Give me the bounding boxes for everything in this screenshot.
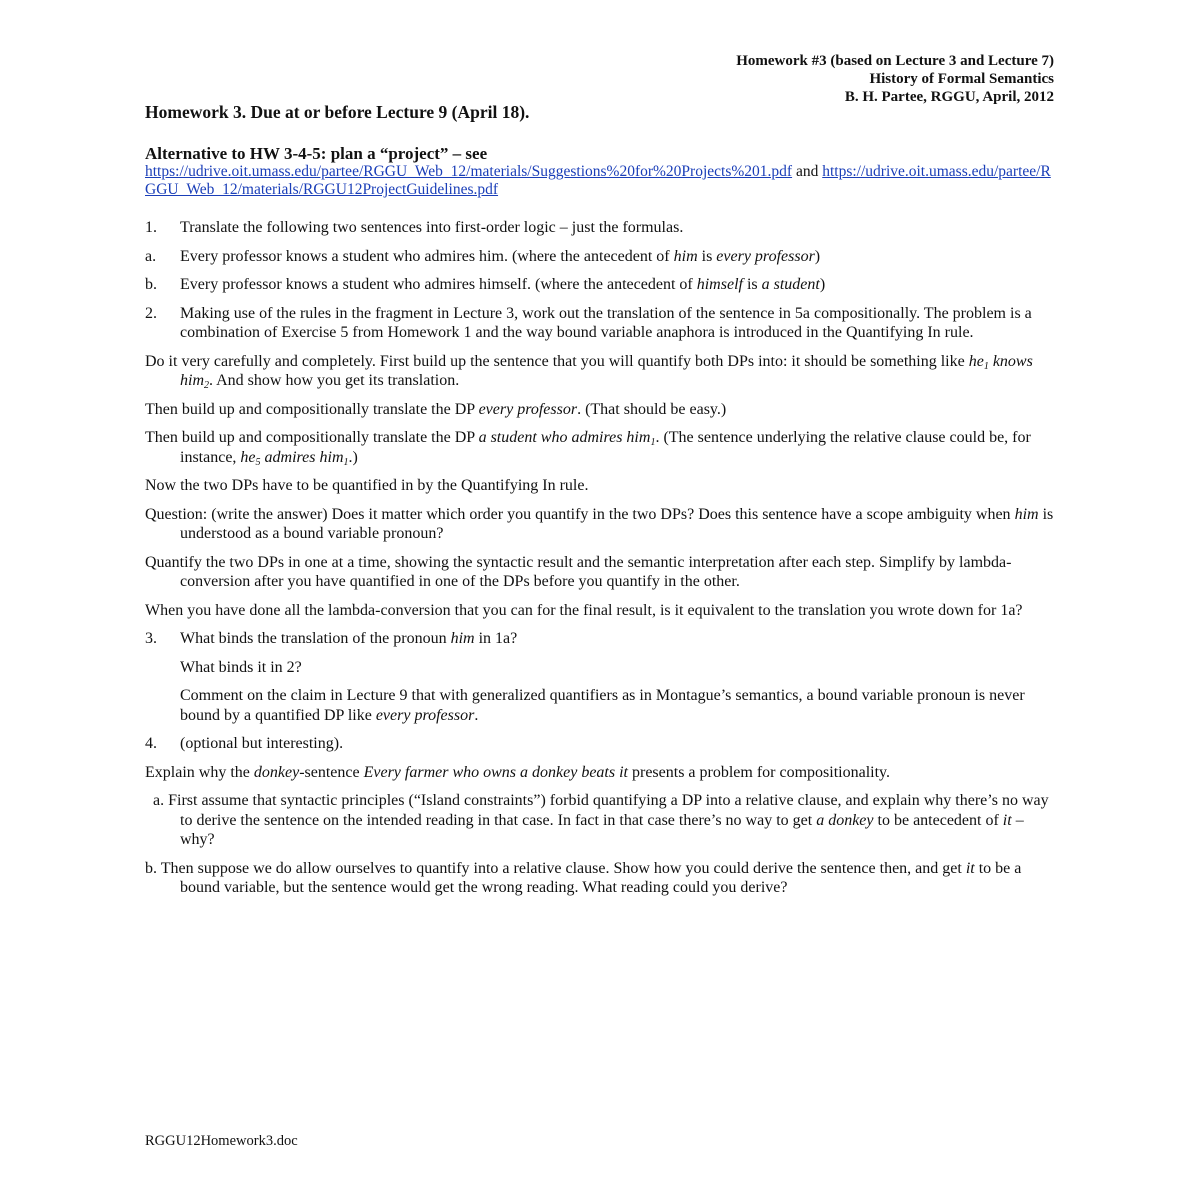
- para-text: to be antecedent of: [873, 811, 1003, 829]
- italic-text: he: [240, 448, 256, 466]
- q2-paragraph-4: Now the two DPs have to be quantified in by the Quantifying In rule.: [145, 477, 589, 494]
- header-course-line: Homework #3 (based on Lecture 3 and Lecture 7): [736, 53, 1054, 69]
- guidelines-link[interactable]: https://udrive.oit.umass.edu/partee/RGGU_Web_12/materials/RGGU12ProjectGuidelines.pdf: [145, 163, 1051, 198]
- question-1: [145, 218, 1055, 238]
- italic-text: a student: [761, 276, 820, 293]
- question-number: 4.: [145, 735, 157, 752]
- question-number: 1.: [145, 219, 157, 236]
- subscript: 1: [983, 360, 989, 372]
- para-text: Do it very carefully and completely. First build up the sentence that you will quantify both DPs into: it should be something like: [145, 352, 969, 370]
- page-title: Homework 3. Due at or before Lecture 9 (April 18).: [145, 102, 530, 122]
- document-body: [145, 218, 1055, 907]
- italic-text: [479, 429, 656, 446]
- alternative-section: [145, 144, 1055, 199]
- subscript: 2: [204, 380, 209, 391]
- italic-text: a student who admires him: [478, 429, 651, 446]
- para-text: . And show how you get its translation.: [209, 372, 460, 389]
- italic-text: it: [1002, 811, 1012, 829]
- para-text: . (The sentence underlying the relative clause could be, for instance,: [180, 429, 1031, 466]
- italic-text: every professor: [375, 706, 475, 724]
- para-text: .): [348, 448, 358, 466]
- italic-text: every professor: [716, 247, 815, 265]
- document-header: [736, 52, 1054, 106]
- header-subject-line: History of Formal Semantics: [869, 71, 1054, 87]
- q2-paragraph-2: [145, 400, 1055, 420]
- para-text: b. Then suppose we do allow ourselves to quantify into a relative clause. Show how you could derive the sentence then, and get: [145, 859, 966, 877]
- item-label: b.: [145, 276, 157, 293]
- q2-paragraph-5: [145, 505, 1055, 544]
- para-text: Question: (write the answer) Does it matter which order you quantify in the two DPs? Does this sentence have a scope ambiguity when: [145, 505, 1015, 523]
- question-text: (optional but interesting).: [180, 735, 344, 752]
- question-2: [145, 304, 1055, 343]
- para-text: Then build up and compositionally translate the DP: [145, 400, 479, 418]
- italic-text: him: [450, 630, 475, 647]
- para-text: Explain why the: [145, 763, 254, 781]
- italic-text: donkey: [253, 763, 300, 781]
- italic-text: him: [673, 247, 698, 265]
- para-text: Comment on the claim in Lecture 9 that with generalized quantifiers as in Montague’s semantics, a bound variable pronoun is never bound by a quantified DP like: [180, 687, 1025, 724]
- q3-paragraph-2: [145, 686, 1055, 725]
- para-text: . (That should be easy.): [577, 400, 727, 418]
- q4-paragraph-1: [145, 763, 1055, 783]
- item-text: ): [819, 276, 826, 293]
- para-text: – why?: [180, 811, 1024, 848]
- italic-text: admires him: [260, 448, 344, 466]
- subscript: 5: [255, 456, 261, 468]
- question-text: Making use of the rules in the fragment in Lecture 3, work out the translation of the sentence in 5a compositionally. The problem is a combination of Exercise 5 from Homework 1 and the way bound variable anaphora is introduced in the Quantifying In rule.: [180, 304, 1032, 341]
- q2-paragraph-3: [145, 428, 1055, 467]
- subscript: 1: [650, 437, 656, 448]
- item-text: Every professor knows a student who admires himself. (where the antecedent of: [180, 276, 697, 293]
- italic-text: him: [1014, 505, 1039, 523]
- q4-part-a: [145, 791, 1055, 850]
- italic-text: Every farmer who owns a donkey beats it: [363, 763, 628, 781]
- item-text: is: [742, 276, 762, 293]
- italic-text: a donkey: [816, 811, 874, 829]
- alternative-links: [145, 163, 1055, 199]
- alternative-heading: Alternative to HW 3-4-5: plan a “project” – see: [145, 144, 488, 163]
- header-author-line: B. H. Partee, RGGU, April, 2012: [844, 89, 1054, 105]
- q2-paragraph-6: Quantify the two DPs in one at a time, showing the syntactic result and the semantic interpretation after each step. Simplify by lambda-conversion after you have quantified in one of the DPs before you quantify in the other.: [145, 553, 1012, 590]
- q3-paragraph-1: What binds it in 2?: [180, 658, 302, 676]
- item-text: ): [814, 247, 821, 265]
- question-number: 3.: [145, 630, 157, 647]
- italic-text: [240, 449, 348, 466]
- para-text: a. First assume that syntactic principles (“Island constraints”) forbid quantifying a DP into a relative clause, and explain why there’s no way to derive the sentence on the intended reading in that case. In fact in that case there’s no way to get: [153, 792, 1049, 829]
- italic-text: himself: [696, 276, 743, 293]
- q2-paragraph-1: [145, 352, 1055, 391]
- question-number: 2.: [145, 304, 157, 322]
- italic-text: knows him: [180, 352, 1033, 389]
- item-text: Every professor knows a student who admires him. (where the antecedent of: [180, 247, 674, 265]
- and-text: and: [792, 163, 823, 180]
- question-4: [145, 734, 1055, 754]
- para-text: is understood as a bound variable pronoun?: [180, 505, 1054, 542]
- question-text: Translate the following two sentences into first-order logic – just the formulas.: [180, 219, 684, 236]
- question-text: What binds the translation of the pronoun: [180, 630, 451, 647]
- q4-part-b: [145, 859, 1055, 898]
- para-text: .: [474, 706, 479, 724]
- question-1a: [145, 247, 1055, 267]
- para-text: presents a problem for compositionality.: [628, 763, 891, 781]
- para-text: to be a bound variable, but the sentence would get the wrong reading. What reading could you derive?: [180, 859, 1022, 896]
- para-text: Then build up and compositionally translate the DP: [145, 429, 479, 446]
- italic-text: it: [965, 859, 975, 877]
- question-3: [145, 629, 1055, 649]
- q2-paragraph-7: When you have done all the lambda-conversion that you can for the final result, is it equivalent to the translation you wrote down for 1a?: [145, 601, 1023, 619]
- italic-text: he: [968, 352, 984, 370]
- item-label: a.: [145, 247, 157, 265]
- item-text: is: [697, 247, 717, 265]
- italic-text: every professor: [478, 400, 578, 418]
- footer-filename: RGGU12Homework3.doc: [145, 1133, 298, 1149]
- para-text: -sentence: [299, 763, 364, 781]
- question-1b: [145, 275, 1055, 295]
- subscript: 1: [343, 456, 349, 468]
- suggestions-link[interactable]: https://udrive.oit.umass.edu/partee/RGGU_Web_12/materials/Suggestions%20for%20Projects%201.pdf: [145, 163, 793, 180]
- question-text: in 1a?: [474, 630, 518, 647]
